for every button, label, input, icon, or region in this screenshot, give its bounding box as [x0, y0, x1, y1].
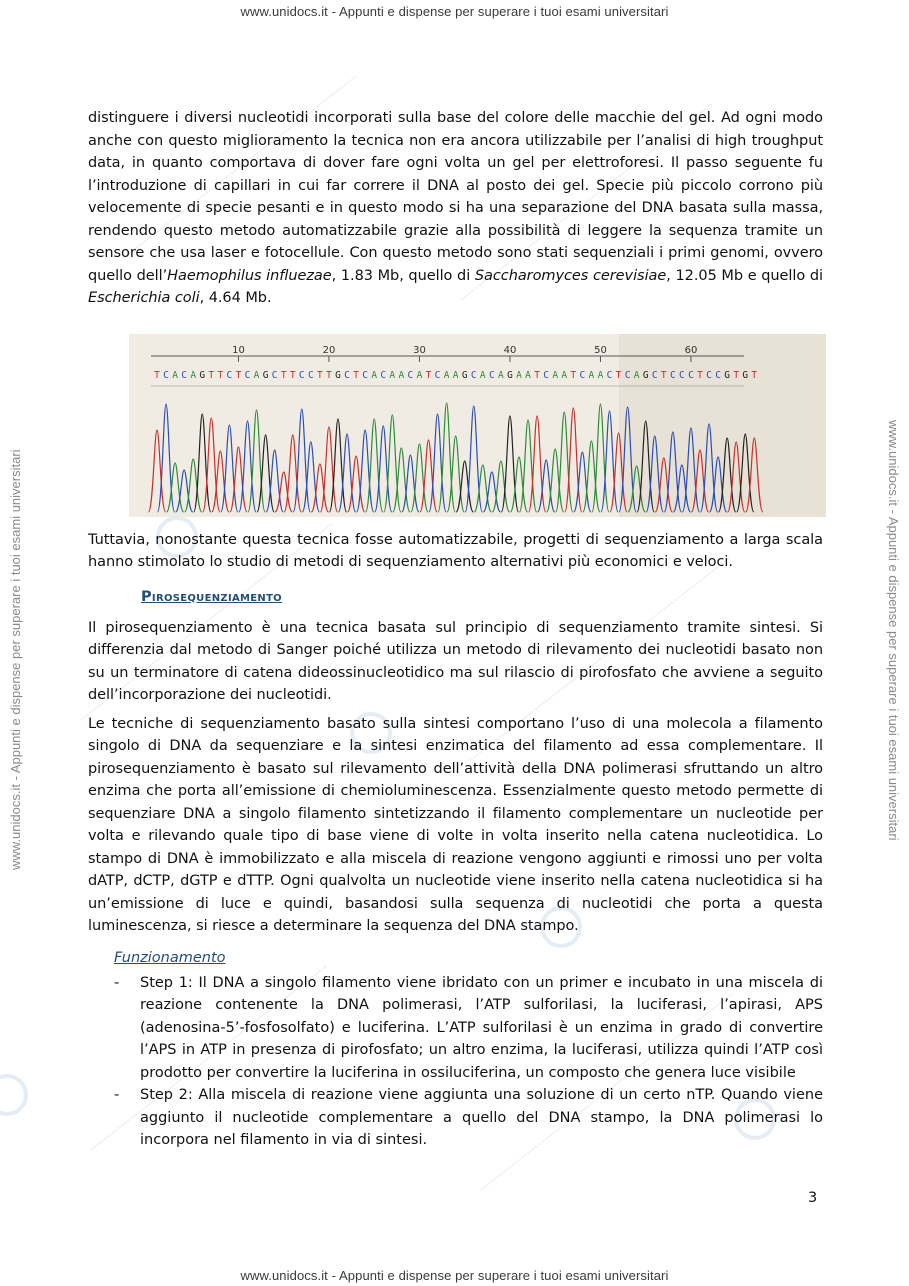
base-call-letter: C: [434, 369, 441, 381]
base-call-letter: T: [534, 369, 540, 381]
base-call-letter: C: [181, 369, 188, 381]
base-call-letter: C: [606, 369, 613, 381]
subsection-title: Funzionamento: [114, 949, 226, 966]
base-call-letter: T: [733, 369, 740, 381]
base-call-letter: T: [751, 369, 758, 381]
base-call-letter: C: [688, 369, 694, 381]
base-call-letter: G: [262, 369, 269, 381]
intro-paragraph: [88, 107, 823, 310]
chromatogram-figure: [129, 334, 826, 517]
side-watermark-right: www.unidocs.it - Appunti e dispense per superare i tuoi esami universitari: [886, 420, 901, 841]
text-run: , 1.83 Mb, quello di: [331, 267, 475, 284]
list-bullet: -: [114, 974, 120, 991]
base-call-letter: T: [353, 369, 359, 381]
base-call-letter: C: [271, 369, 278, 381]
base-call-letter: T: [280, 369, 287, 381]
base-call-letter: G: [199, 369, 206, 381]
base-call-letter: C: [651, 369, 658, 381]
base-call-letter: A: [561, 369, 568, 381]
italic-species-name: Saccharomyces cerevisiae: [474, 267, 667, 284]
base-call-letter: C: [380, 369, 387, 381]
base-call-letter: C: [163, 369, 169, 381]
list-item: [88, 1084, 823, 1152]
base-call-letter: T: [217, 369, 224, 381]
base-call-letter: C: [543, 369, 550, 381]
position-tick-label: 10: [232, 344, 245, 356]
page-content: [88, 107, 823, 1152]
base-call-letter: T: [425, 369, 432, 381]
position-tick-label: 60: [684, 344, 698, 356]
text-run: distinguere i diversi nucleotidi incorporati sulla base del colore delle macchie del gel. Ad ogni modo anche con questo miglioramento la tecnica non era ancora utilizzabile per l’analisi di high troughput data, in quanto comportava di dover fare ogni volta un gel per elettroforesi. Il passo seguente fu l’introduzione di capillari in cui far correre il DNA al posto dei gel. Specie più piccolo corrono più velocemente di specie pesanti e in questo modo si ha una separazione del DNA basata sulla massa, rendendo questo metodo automatizzabile grazie alla possibilità di leggere la sequenza tramite un sensore che usa laser e fotocellule. Con questo metodo sono stati sequenziali i primi genomi, ovvero quello dell’: [88, 110, 823, 284]
base-call-letter: T: [570, 369, 577, 381]
text-run: , 12.05 Mb e quello di: [666, 267, 823, 284]
position-tick-label: 40: [503, 344, 517, 356]
base-call-letter: A: [633, 369, 640, 381]
base-call-letter: T: [317, 369, 323, 381]
section-paragraph: Le tecniche di sequenziamento basato sulla sintesi comportano l’uso di una molecola a filamento singolo di DNA da sequenziare e la sintesi enzimatica del filamento ad essa complementare. Il pirosequenziamento è basato sul rilevamento dell’attività della DNA polimerasi sfruttando un altro enzima che porta all’emissione di chemioluminescenza. Essenzialmente questo metodo permette di sequenziare DNA a singolo filamento sintetizzando il filamento complementare un nucleotide per volta e rilevando quale tipo di base viene di volte in volta inserito nella catena nucleotidica. Lo stampo di DNA è immobilizzato e alla miscela di reazione vengono aggiunti e rimossi uno per volta dATP, dCTP, dGTP e dTTP. Ogni qualvolta un nucleotide viene inserito nella catena nucleotidica si ha un’emissione di luce e quindi, basandosi sulla sequenza di nucleotidi che porta a questa luminescenza, si riesce a determinare la sequenza del DNA stampo.: [88, 715, 823, 934]
base-call-letter: C: [362, 369, 369, 381]
base-call-letter: A: [479, 369, 486, 381]
watermark-logo-icon: [0, 1074, 28, 1116]
chromatogram-svg: [129, 334, 826, 517]
position-tick-label: 30: [413, 344, 426, 356]
base-call-letter: A: [525, 369, 531, 381]
base-call-letter: A: [516, 369, 522, 381]
base-call-letter: T: [154, 369, 160, 381]
base-call-letter: G: [507, 369, 513, 381]
base-call-letter: A: [588, 369, 595, 381]
base-call-letter: C: [307, 369, 314, 381]
base-call-letter: T: [208, 369, 215, 381]
base-call-letter: T: [235, 369, 242, 381]
list-bullet: -: [114, 1087, 120, 1103]
base-call-letter: C: [706, 369, 712, 381]
base-call-letter: C: [579, 369, 586, 381]
base-call-letter: T: [660, 369, 667, 381]
base-call-letter: C: [298, 369, 305, 381]
base-call-letter: G: [724, 369, 731, 381]
base-call-letter: C: [488, 369, 495, 381]
base-call-letter: T: [289, 369, 296, 381]
base-call-letter: T: [615, 369, 622, 381]
steps-list: [88, 972, 823, 1152]
section-paragraph: Il pirosequenziamento è una tecnica basata sul principio di sequenziamento tramite sintesi. Si differenzia dal metodo di Sanger poiché utilizza un metodo di rilevamento dei nucleotidi basato non su un terminatore di catena dideossinucleotidico ma sul rilascio di pirofosfato che avviene a seguito dell’incorporazione dei nucleotidi.: [88, 619, 823, 703]
base-call-letter: G: [335, 369, 341, 381]
base-call-letter: T: [326, 369, 332, 381]
italic-species-name: Haemophilus influezae: [167, 267, 332, 284]
base-call-letter: A: [552, 369, 559, 381]
base-call-letter: C: [624, 369, 631, 381]
paragraph-after-figure: Tuttavia, nonostante questa tecnica fosse automatizzabile, progetti di sequenziamento a larga scala hanno stimolato lo studio di metodi di sequenziamento alternativi più economici e veloci.: [88, 531, 823, 570]
header-watermark: www.unidocs.it - Appunti e dispense per superare i tuoi esami universitari: [240, 4, 669, 19]
base-call-letter: C: [344, 369, 350, 381]
base-call-letter: C: [407, 369, 414, 381]
list-item: [88, 972, 823, 1085]
base-call-letter: C: [244, 369, 251, 381]
footer-watermark: www.unidocs.it - Appunti e dispense per superare i tuoi esami universitari: [240, 1268, 669, 1283]
section-title: Pirosequenziamento: [141, 588, 282, 605]
base-call-letter: G: [642, 369, 649, 381]
base-call-letter: A: [172, 369, 178, 381]
base-call-letter: G: [461, 369, 468, 381]
list-item-text: Step 1: Il DNA a singolo filamento viene ibridato con un primer e incubato in una miscela di reazione contenente la DNA polimerasi, l’ATP sulforilasi, la luciferasi, l’apirasi, APS (adenosina-5’-fosfosolfato) e luciferina. L’ATP sulforilasi è un enzima in grado di convertire l’APS in ATP in presenza di pirofosfato; un altro enzima, la luciferasi, utilizza quindi l’ATP così prodotto per convertire la luciferina in ossiluciferina, un composto che genera luce visibile: [140, 974, 823, 1081]
base-call-letter: A: [253, 369, 260, 381]
position-tick-label: 20: [322, 344, 336, 356]
base-call-letter: A: [190, 369, 197, 381]
side-watermark-left: www.unidocs.it - Appunti e dispense per superare i tuoi esami universitari: [8, 449, 23, 870]
base-call-letter: A: [597, 369, 604, 381]
base-call-letter: A: [371, 369, 378, 381]
base-call-letter: A: [416, 369, 423, 381]
text-run: , 4.64 Mb.: [199, 290, 272, 306]
base-call-letter: C: [679, 369, 685, 381]
italic-species-name: Escherichia coli: [88, 290, 200, 306]
base-call-letter: G: [742, 369, 749, 381]
base-call-letter: T: [697, 369, 703, 381]
base-call-letter: A: [452, 369, 459, 381]
base-call-letter: C: [470, 369, 477, 381]
base-call-letter: A: [389, 369, 396, 381]
base-call-letter: C: [715, 369, 721, 381]
base-call-letter: A: [398, 369, 405, 381]
base-call-letter: A: [443, 369, 450, 381]
position-tick-label: 50: [594, 344, 607, 356]
list-item-text: Step 2: Alla miscela di reazione viene aggiunta una soluzione di un certo nTP. Quando viene aggiunto il nucleotide complementare a quello del DNA stampo, la DNA polimerasi lo incorpora nel filamento in via di sintesi.: [140, 1087, 823, 1148]
base-call-letter: C: [669, 369, 676, 381]
page-number: 3: [808, 1190, 818, 1206]
base-call-letter: A: [498, 369, 504, 381]
base-call-letter: C: [226, 369, 233, 381]
